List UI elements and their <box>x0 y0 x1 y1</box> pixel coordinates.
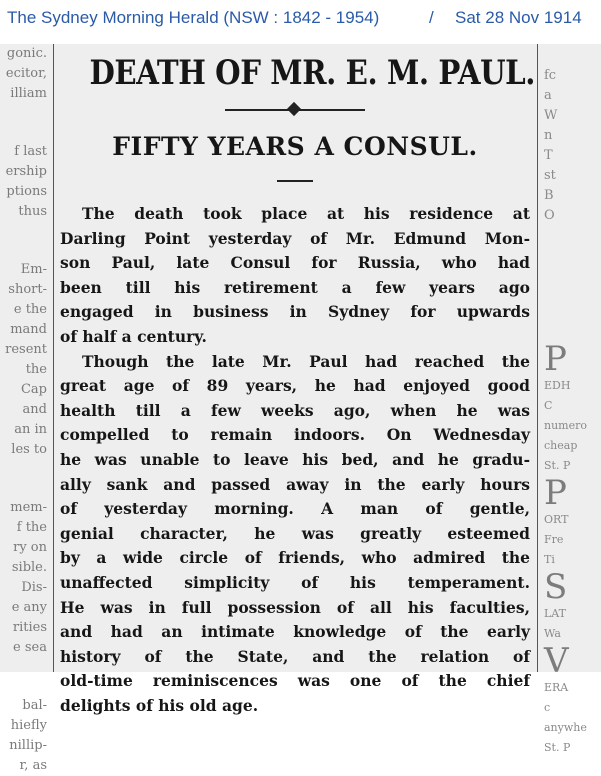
right-fragment: numero <box>544 419 587 432</box>
left-fragment: ry on <box>13 540 47 555</box>
column-rule-left <box>53 44 54 672</box>
text-line: been till his retirement a few years ago <box>60 277 530 297</box>
newspaper-scan <box>0 44 601 773</box>
left-fragment: hiefly <box>10 718 47 733</box>
left-fragment: e the <box>13 302 47 317</box>
left-fragment: rities <box>12 620 47 635</box>
left-fragment: and <box>22 402 47 417</box>
right-fragment: st <box>544 168 556 183</box>
right-fragment: LAT <box>544 607 566 620</box>
text-line: history of the State, and the relation of <box>60 646 530 666</box>
left-fragment: thus <box>18 204 47 219</box>
left-fragment: ership <box>5 164 47 179</box>
header-separator: / <box>429 8 434 27</box>
right-fragment: c <box>544 701 551 714</box>
left-fragment: mand <box>10 322 47 337</box>
text-line: compelled to remain indoors. On Wednesday <box>60 425 530 445</box>
right-fragment: O <box>544 208 555 223</box>
text-line: old-time reminiscences was one of the chief <box>60 671 530 691</box>
left-fragment: sible. <box>11 560 47 575</box>
text-line: unaffected simplicity of his temperament. <box>60 572 530 592</box>
left-fragment: the <box>25 362 47 377</box>
ornamental-rule <box>225 104 365 116</box>
right-fragment: a <box>544 88 552 103</box>
left-fragment: resent <box>5 342 47 357</box>
drop-capital: P <box>544 339 567 379</box>
left-fragment: ptions <box>6 184 47 199</box>
right-fragment: ERA <box>544 681 569 694</box>
short-rule <box>277 180 313 182</box>
left-fragment: e sea <box>13 640 47 655</box>
article <box>56 44 536 715</box>
text-line: and had an intimate knowledge of the early <box>60 622 530 642</box>
drop-capital: S <box>544 567 568 607</box>
text-line: ally sank and passed away in the early hours <box>60 474 530 494</box>
left-fragment: gonic. <box>6 46 47 61</box>
text-line: genial character, he was greatly esteemed <box>60 523 530 543</box>
text-line: of half a century. <box>60 326 207 346</box>
text-line: Though the late Mr. Paul had reached the <box>82 351 530 371</box>
left-fragment: an in <box>14 422 47 437</box>
right-fragment: n <box>544 128 553 143</box>
text-line: he was unable to leave his bed, and he gradu- <box>60 449 530 469</box>
text-line: He was in full possession of all his faculties, <box>60 597 530 617</box>
left-column-fragment <box>0 44 50 773</box>
right-fragment: Ti <box>544 553 555 566</box>
text-line: by a wide circle of friends, who admired the <box>60 548 530 568</box>
left-fragment: les to <box>11 442 47 457</box>
right-fragment: anywhe <box>544 721 587 734</box>
right-column-fragment <box>540 44 601 754</box>
left-fragment: short- <box>8 282 47 297</box>
text-line: son Paul, late Consul for Russia, who had <box>60 253 530 273</box>
article-subheadline: FIFTY YEARS A CONSUL. <box>112 132 478 161</box>
right-fragment: fc <box>544 68 557 83</box>
article-headline: DEATH OF MR. E. M. PAUL. <box>89 53 536 93</box>
left-fragment: r, as <box>19 758 47 773</box>
text-line: Darling Point yesterday of Mr. Edmund Mon- <box>60 228 530 248</box>
right-fragment: W <box>544 108 558 123</box>
paragraph-1 <box>56 202 534 350</box>
left-fragment: f the <box>16 520 47 535</box>
left-fragment: mem- <box>10 500 47 515</box>
right-fragment: Wa <box>544 627 561 640</box>
text-line: The death took place at his residence at <box>82 204 530 223</box>
column-rule-right <box>537 44 538 672</box>
text-line: of yesterday morning. A man of gentle, <box>60 499 530 519</box>
left-fragment: illiam <box>10 86 47 101</box>
ornament-diamond <box>287 102 301 116</box>
left-fragment: Em- <box>20 262 47 277</box>
issue-date-link[interactable]: Sat 28 Nov 1914 <box>455 8 582 27</box>
left-fragment: f last <box>14 144 47 159</box>
page-header <box>0 0 601 36</box>
text-line: engaged in business in Sydney for upwards <box>60 302 530 322</box>
text-line: great age of 89 years, he had enjoyed good <box>60 376 530 396</box>
left-fragment: Cap <box>20 382 47 397</box>
source-link[interactable]: The Sydney Morning Herald (NSW : 1842 - 1954) <box>7 8 380 27</box>
left-fragment: bal- <box>22 698 47 713</box>
drop-capital: V <box>544 641 569 681</box>
left-fragment: ecitor, <box>5 66 47 81</box>
right-fragment: T <box>544 148 553 163</box>
left-fragment: e any <box>11 600 47 615</box>
right-fragment: B <box>544 188 554 203</box>
right-fragment: Fre <box>544 533 564 546</box>
right-fragment: St. P <box>544 459 571 472</box>
left-fragment: nillip- <box>9 738 47 753</box>
right-fragment: cheap <box>544 439 578 452</box>
text-line: delights of his old age. <box>60 695 259 715</box>
right-fragment: EDH <box>544 379 571 392</box>
left-fragment: Dis- <box>21 580 47 595</box>
right-fragment: St. P <box>544 741 571 754</box>
right-fragment: C <box>544 399 553 412</box>
drop-capital: P <box>544 473 567 513</box>
text-line: health till a few weeks ago, when he was <box>60 400 530 420</box>
right-fragment: ORT <box>544 513 569 526</box>
paragraph-2 <box>56 350 534 719</box>
